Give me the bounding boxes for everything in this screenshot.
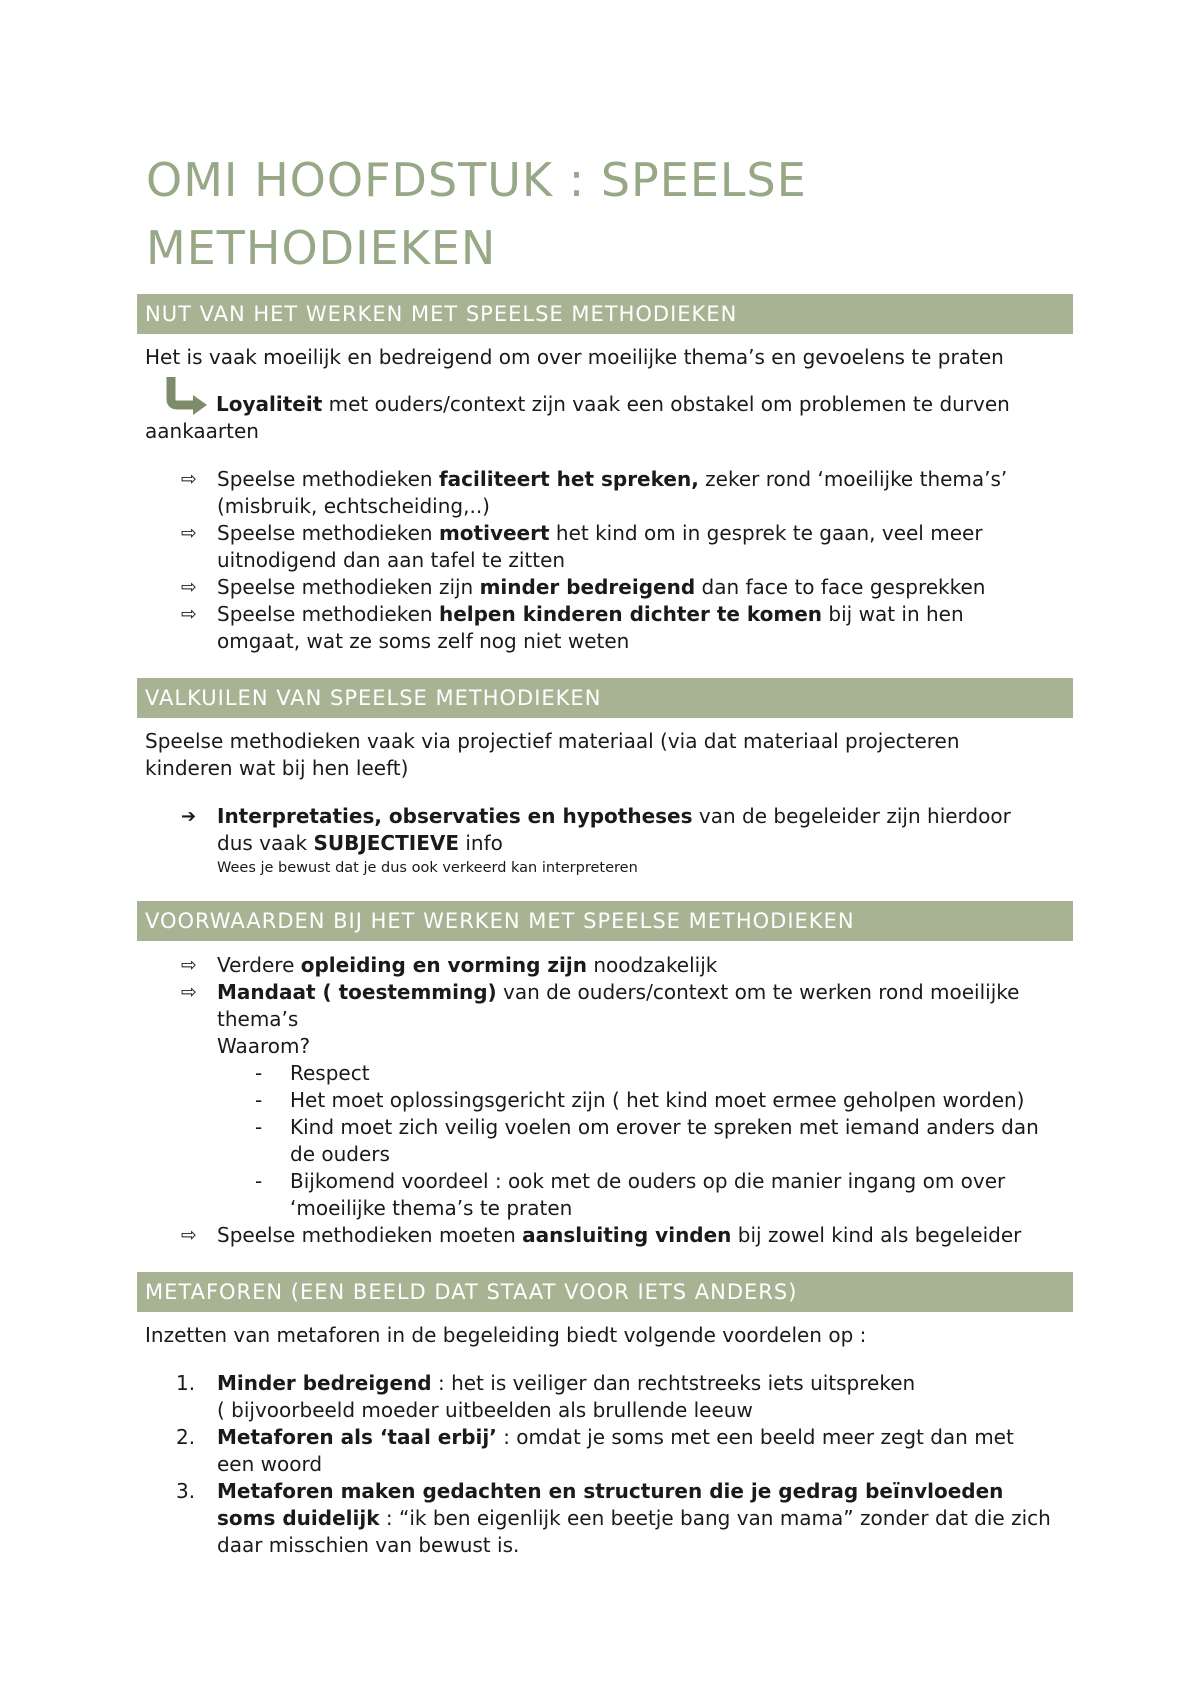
section-heading-voorwaarden: VOORWAARDEN BIJ HET WERKEN MET SPEELSE METHODIEKEN [137,901,1073,941]
page-title: OMI HOOFDSTUK : SPEELSE METHODIEKEN [146,153,807,275]
arrow-bullet-icon: ⇨ [181,1224,197,1246]
bullet-item: Mandaat ( toestemming) van de ouders/context om te werken rond moeilijke [217,980,1020,1004]
dash-bullet: - [255,1169,263,1193]
arrow-bullet-icon: ⇨ [181,468,197,490]
bullet-item-cont: omgaat, wat ze soms zelf nog niet weten [217,629,630,653]
question-text: Waarom? [217,1034,311,1058]
numbered-item: Metaforen als ‘taal erbij’ : omdat je soms met een beeld meer zegt dan met [217,1425,1014,1449]
bullet-item: Speelse methodieken faciliteert het spreken, zeker rond ‘moeilijke thema’s’ [217,467,1008,491]
numbered-item-cont: daar misschien van bewust is. [217,1533,520,1557]
list-number: 1. [176,1371,196,1395]
sub-list-item-cont: de ouders [290,1142,390,1166]
paragraph-loyaliteit: Loyaliteit met ouders/context zijn vaak een obstakel om problemen te durven [216,392,1010,416]
sub-list-item-cont: ‘moeilijke thema’s te praten [290,1196,573,1220]
bullet-item-cont: thema’s [217,1007,299,1031]
section-heading-nut: NUT VAN HET WERKEN MET SPEELSE METHODIEKEN [137,294,1073,334]
bullet-item-cont: (misbruik, echtscheiding,..) [217,494,490,518]
arrow-bullet-icon: ⇨ [181,603,197,625]
section-heading-valkuilen: VALKUILEN VAN SPEELSE METHODIEKEN [137,678,1073,718]
arrow-bullet-icon: ⇨ [181,576,197,598]
numbered-item-cont: een woord [217,1452,323,1476]
bullet-item: Speelse methodieken zijn minder bedreigend dan face to face gesprekken [217,575,986,599]
arrow-bullet-icon: ⇨ [181,522,197,544]
paragraph-projectief-cont: kinderen wat bij hen leeft) [145,756,409,780]
bullet-item: Interpretaties, observaties en hypotheses van de begeleider zijn hierdoor [217,804,1011,828]
dash-bullet: - [255,1115,263,1139]
note-text: Wees je bewust dat je dus ook verkeerd kan interpreteren [217,860,638,876]
sub-list-item: Bijkomend voordeel : ook met de ouders op die manier ingang om over [290,1169,1006,1193]
paragraph-loyaliteit-cont: aankaarten [145,419,259,443]
arrow-bullet-icon: ⇨ [181,981,197,1003]
sub-list-item: Respect [290,1061,370,1085]
paragraph-intro: Het is vaak moeilijk en bedreigend om over moeilijke thema’s en gevoelens te praten [145,345,1004,369]
bullet-item: Speelse methodieken moeten aansluiting vinden bij zowel kind als begeleider [217,1223,1022,1247]
paragraph-metaforen-intro: Inzetten van metaforen in de begeleiding biedt volgende voordelen op : [145,1323,867,1347]
list-number: 3. [176,1479,196,1503]
paragraph-projectief: Speelse methodieken vaak via projectief materiaal (via dat materiaal projecteren [145,729,960,753]
sub-list-item: Het moet oplossingsgericht zijn ( het kind moet ermee geholpen worden) [290,1088,1025,1112]
bullet-item: Speelse methodieken motiveert het kind om in gesprek te gaan, veel meer [217,521,983,545]
sub-list-item: Kind moet zich veilig voelen om erover te spreken met iemand anders dan [290,1115,1039,1139]
dash-bullet: - [255,1088,263,1112]
section-heading-metaforen: METAFOREN (EEN BEELD DAT STAAT VOOR IETS ANDERS) [137,1272,1073,1312]
arrow-right-icon: ➔ [181,806,197,827]
numbered-item: Minder bedreigend : het is veiliger dan rechtstreeks iets uitspreken [217,1371,916,1395]
bullet-item-cont: uitnodigend dan aan tafel te zitten [217,548,566,572]
bullet-item-cont: dus vaak SUBJECTIEVE info [217,831,503,855]
numbered-item: Metaforen maken gedachten en structuren die je gedrag beïnvloeden [217,1479,1004,1503]
numbered-item-cont: ( bijvoorbeeld moeder uitbeelden als brullende leeuw [217,1398,753,1422]
numbered-item-cont: soms duidelijk : “ik ben eigenlijk een beetje bang van mama” zonder dat die zich [217,1506,1051,1530]
bullet-item: Speelse methodieken helpen kinderen dichter te komen bij wat in hen [217,602,964,626]
arrow-bullet-icon: ⇨ [181,954,197,976]
bullet-item: Verdere opleiding en vorming zijn noodzakelijk [217,953,718,977]
list-number: 2. [176,1425,196,1449]
dash-bullet: - [255,1061,263,1085]
bent-arrow-icon [163,375,211,415]
